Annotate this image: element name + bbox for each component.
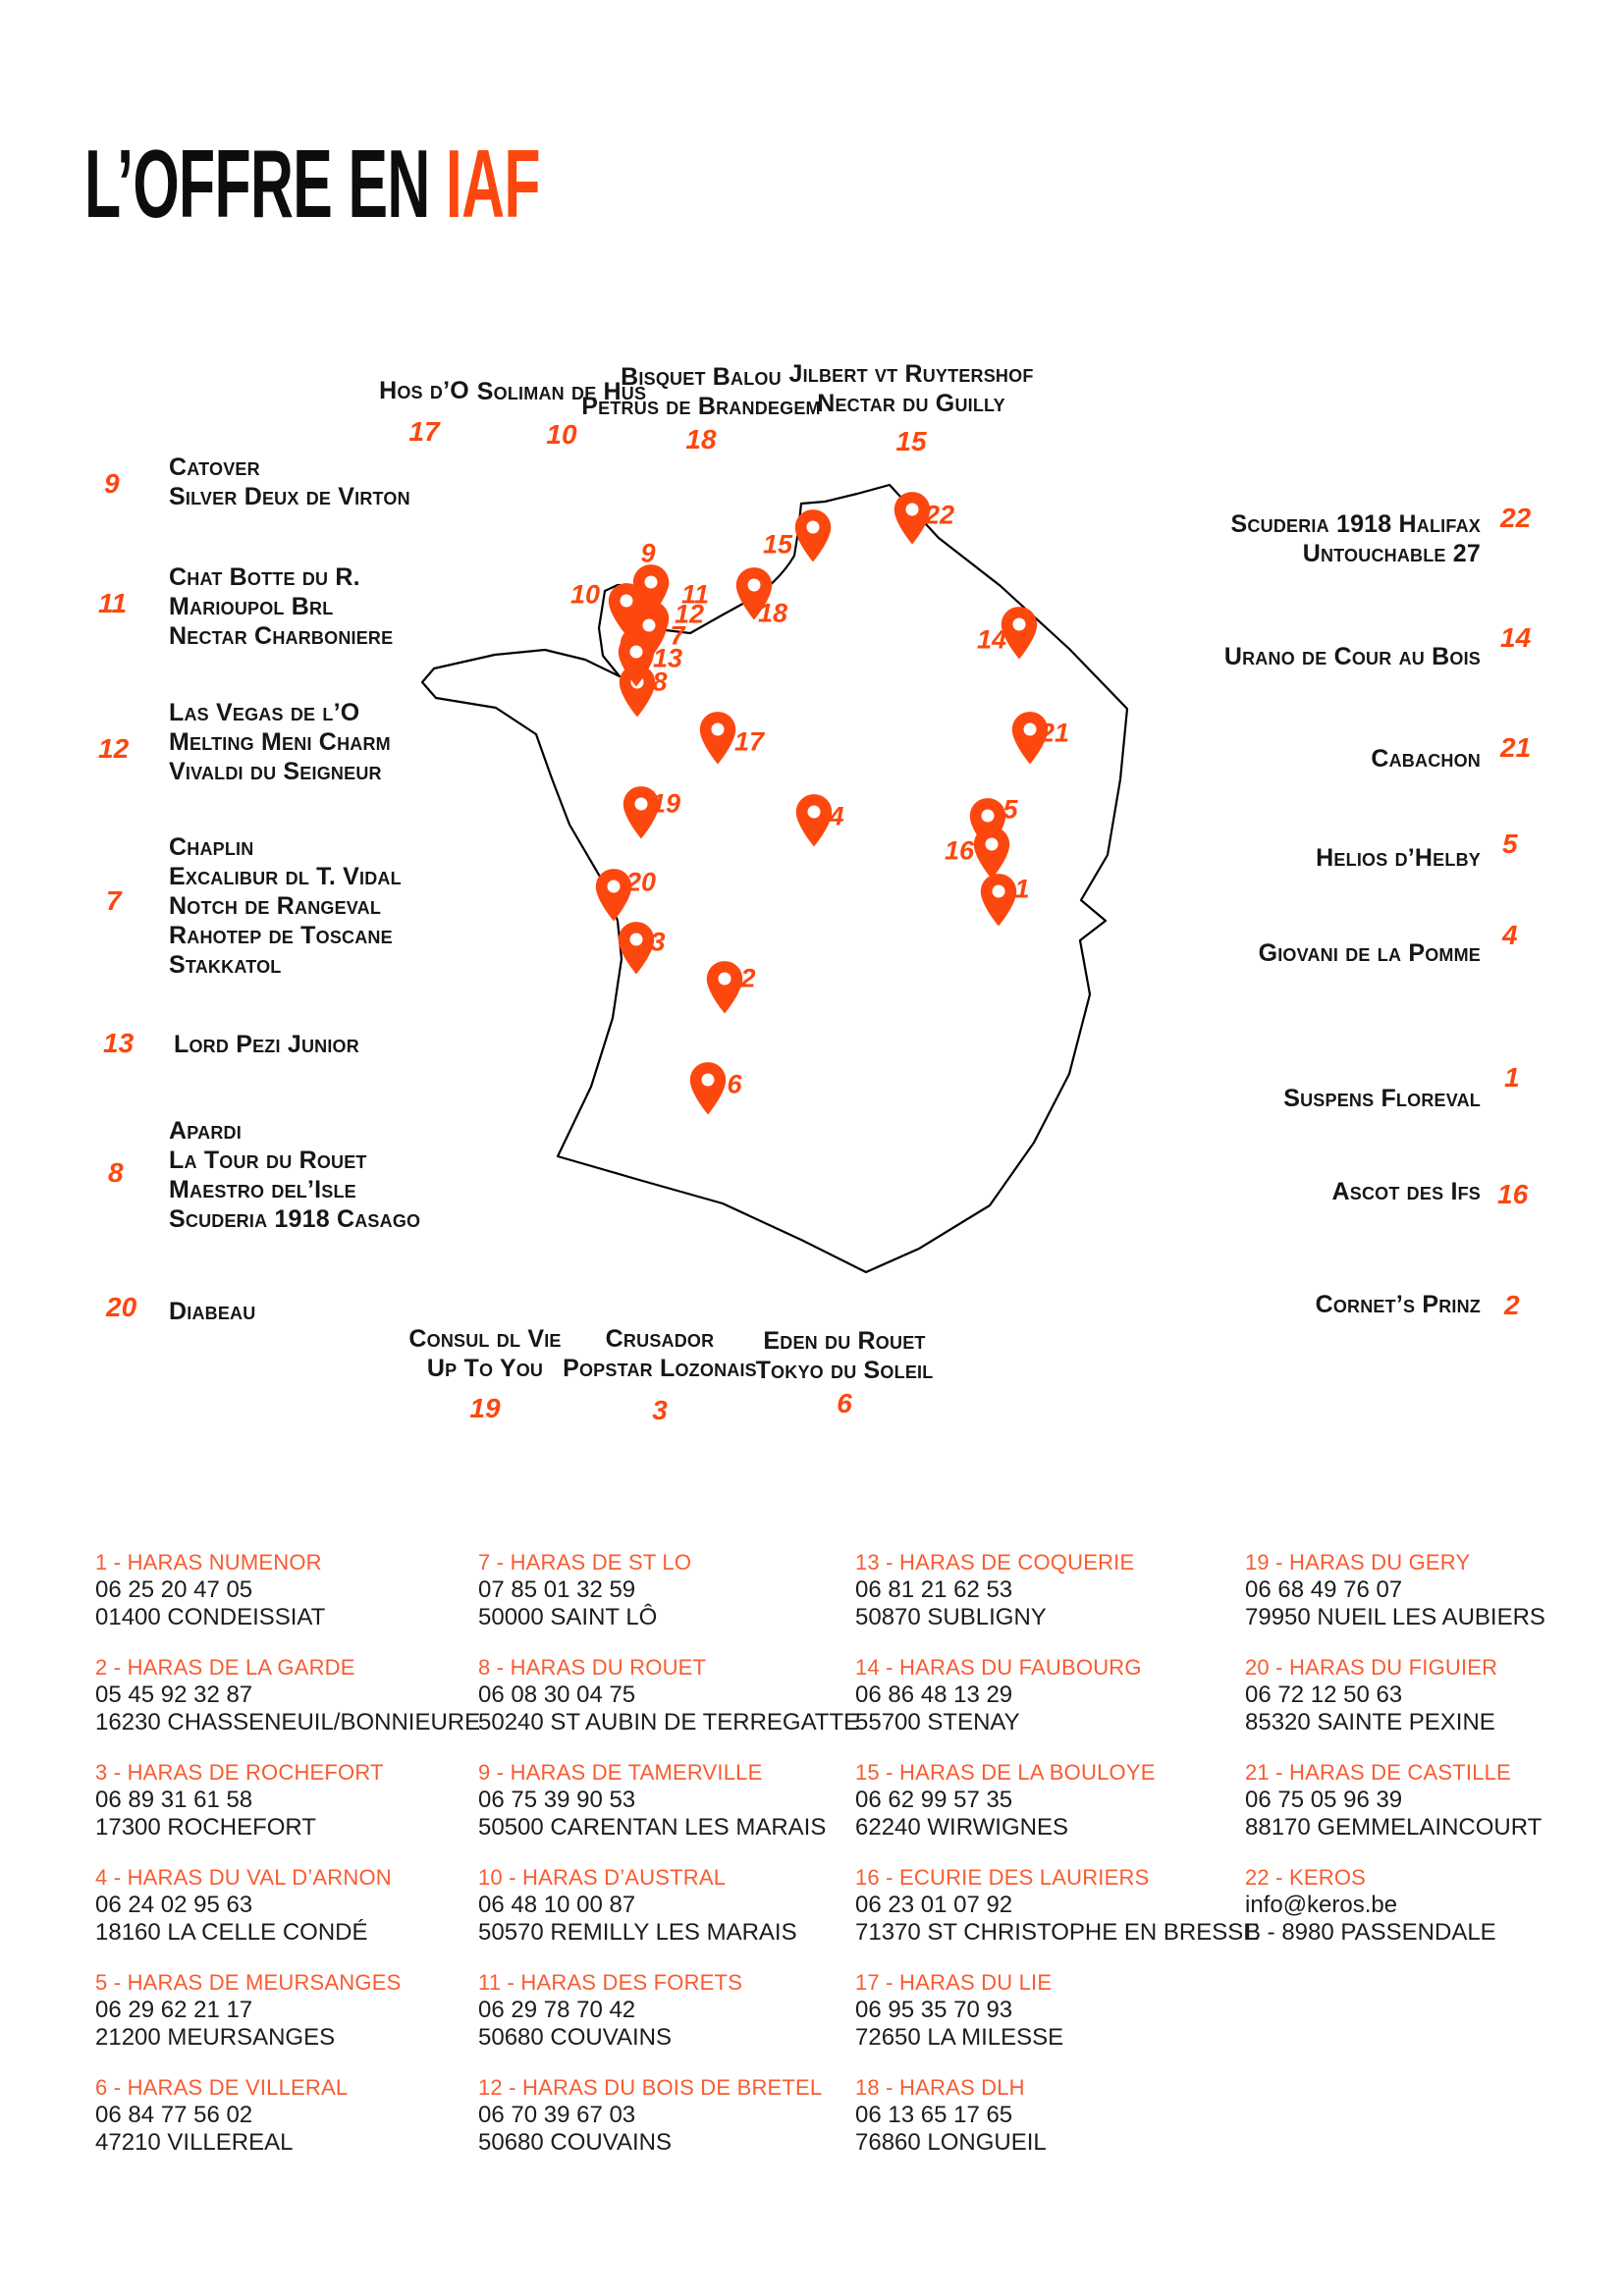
stallion-group-8-number: 8 bbox=[108, 1157, 124, 1188]
directory-entry-title: 18 - HARAS DLH bbox=[855, 2075, 1025, 2100]
stallion-group-7-number: 7 bbox=[106, 885, 122, 916]
map-pin-9-number: 9 bbox=[640, 538, 656, 568]
directory-entry bbox=[1245, 1864, 1496, 1947]
stallion-group-21-names bbox=[1049, 744, 1481, 774]
directory-entry-contact: 06 62 99 57 35 bbox=[855, 1787, 1013, 1813]
directory-entry-contact: 06 24 02 95 63 bbox=[95, 1892, 253, 1918]
directory-entry bbox=[1245, 1759, 1542, 1842]
directory-entry-address: 76860 LONGUEIL bbox=[855, 2129, 1047, 2156]
map-pin-icon bbox=[689, 1062, 727, 1115]
map-pin-icon bbox=[980, 874, 1017, 927]
directory-entry-address: 55700 STENAY bbox=[855, 1709, 1020, 1735]
stallion-name: Silver Deux de Virton bbox=[169, 483, 410, 510]
stallion-group-2-number: 2 bbox=[1504, 1290, 1520, 1320]
directory-entry-title: 3 - HARAS DE ROCHEFORT bbox=[95, 1760, 384, 1785]
stallion-group-4-names bbox=[1049, 938, 1481, 968]
map-pin-6-number: 6 bbox=[727, 1069, 742, 1099]
map-pin-13-number: 13 bbox=[652, 643, 683, 673]
stallion-name: Lord Pezi Junior bbox=[174, 1031, 359, 1058]
directory-entry-address: 21200 MEURSANGES bbox=[95, 2024, 336, 2051]
map-pin-1-number: 1 bbox=[1014, 874, 1030, 904]
directory-entry bbox=[478, 1969, 742, 2052]
directory-entry-title: 1 - HARAS NUMENOR bbox=[95, 1550, 322, 1575]
directory-entry-address: 47210 VILLEREAL bbox=[95, 2129, 294, 2156]
map-pin-20 bbox=[595, 867, 657, 922]
map-pin-16 bbox=[944, 827, 1010, 880]
directory-entry-title: 19 - HARAS DU GERY bbox=[1245, 1550, 1471, 1575]
directory-entry-contact: 06 29 78 70 42 bbox=[478, 1997, 636, 2023]
directory-entry-address: 88170 GEMMELAINCOURT bbox=[1245, 1814, 1543, 1841]
directory-entry-title: 11 - HARAS DES FORETS bbox=[478, 1970, 743, 1995]
directory-entry-address: 18160 LA CELLE CONDÉ bbox=[95, 1919, 368, 1946]
map-pin-16-number: 16 bbox=[944, 835, 975, 866]
directory-entry-title: 20 - HARAS DU FIGUIER bbox=[1245, 1655, 1498, 1680]
stallion-name: Excalibur dl T. Vidal bbox=[169, 863, 402, 890]
stallion-group-20-names bbox=[169, 1297, 601, 1326]
directory-entry-address: 01400 CONDEISSIAT bbox=[95, 1604, 326, 1630]
page-title-prefix: L’OFFRE EN bbox=[84, 130, 446, 238]
stallion-group-21-number: 21 bbox=[1500, 732, 1532, 763]
stallion-group-1-number: 1 bbox=[1504, 1062, 1520, 1093]
stallion-group-11-number: 11 bbox=[98, 588, 128, 618]
directory-entry-address: 71370 ST CHRISTOPHE EN BRESSE bbox=[855, 1919, 1260, 1946]
directory-entry-address: 16230 CHASSENEUIL/BONNIEURE bbox=[95, 1709, 481, 1735]
directory-entry bbox=[95, 2074, 348, 2157]
directory-entry-address: 50240 ST AUBIN DE TERREGATTE bbox=[478, 1709, 860, 1735]
stallion-name: Petrus de Brandegem bbox=[581, 393, 821, 420]
directory-entry-contact: 06 86 48 13 29 bbox=[855, 1682, 1013, 1708]
stallion-name: Popstar Lozonais bbox=[563, 1355, 757, 1382]
stallion-name: Rahotep de Toscane bbox=[169, 922, 393, 949]
directory-entry-title: 16 - ECURIE DES LAURIERS bbox=[855, 1865, 1150, 1890]
stallion-group-9-number: 9 bbox=[104, 468, 120, 499]
map-pin-18-number: 18 bbox=[757, 598, 788, 628]
directory-entry-title: 12 - HARAS DU BOIS DE BRETEL bbox=[478, 2075, 823, 2100]
stallion-group-11-names bbox=[169, 562, 601, 651]
directory-entry-address: 50000 SAINT LÔ bbox=[478, 1604, 658, 1630]
stallion-group-16-names bbox=[1049, 1177, 1481, 1206]
stallion-group-8-names bbox=[169, 1116, 601, 1234]
directory-entry-contact: 05 45 92 32 87 bbox=[95, 1682, 253, 1708]
directory-entry-address: 72650 LA MILESSE bbox=[855, 2024, 1064, 2051]
map-pin-2-number: 2 bbox=[740, 963, 756, 993]
directory-entry-contact: info@keros.be bbox=[1245, 1892, 1398, 1918]
stallion-name: Consul dl Vie bbox=[408, 1325, 562, 1353]
map-pin-icon bbox=[795, 794, 833, 847]
stallion-group-7-names bbox=[169, 832, 601, 980]
directory-entry-contact: 06 68 49 76 07 bbox=[1245, 1576, 1403, 1603]
directory-entry bbox=[478, 1759, 826, 1842]
map-pin-2 bbox=[706, 961, 756, 1014]
stallion-name: Maestro del’Isle bbox=[169, 1176, 356, 1203]
directory-entry bbox=[855, 2074, 1047, 2157]
stallion-group-4-number: 4 bbox=[1502, 920, 1518, 950]
stallion-group-13-names bbox=[174, 1030, 606, 1059]
map-pin-3 bbox=[618, 922, 666, 975]
directory-entry-title: 13 - HARAS DE COQUERIE bbox=[855, 1550, 1135, 1575]
stallion-group-14-names bbox=[1049, 642, 1481, 671]
stallion-name: Catover bbox=[169, 454, 260, 481]
directory-entry bbox=[855, 1759, 1156, 1842]
stallion-name: Vivaldi du Seigneur bbox=[169, 758, 382, 785]
map-pin-15 bbox=[762, 509, 832, 562]
directory-entry-title: 10 - HARAS D’AUSTRAL bbox=[478, 1865, 727, 1890]
directory-entry bbox=[855, 1969, 1063, 2052]
stallion-name: Suspens Floreval bbox=[1283, 1085, 1481, 1112]
stallion-name: Nectar du Guilly bbox=[817, 390, 1005, 417]
directory-entry-title: 15 - HARAS DE LA BOULOYE bbox=[855, 1760, 1156, 1785]
stallion-name: Jilbert vt Ruytershof bbox=[788, 360, 1034, 388]
directory-entry-contact: 07 85 01 32 59 bbox=[478, 1576, 636, 1603]
stallion-name: Diabeau bbox=[169, 1298, 256, 1325]
map-pin-8-number: 8 bbox=[652, 667, 668, 697]
directory-entry-contact: 06 70 39 67 03 bbox=[478, 2102, 636, 2128]
stallion-group-6-number: 6 bbox=[837, 1388, 852, 1418]
stallion-group-16-number: 16 bbox=[1497, 1179, 1529, 1209]
stallion-name: Scuderia 1918 Halifax bbox=[1230, 510, 1481, 538]
stallion-name: Helios d’Helby bbox=[1316, 844, 1481, 872]
directory-entry-address: 50870 SUBLIGNY bbox=[855, 1604, 1047, 1630]
stallion-name: Up To You bbox=[426, 1355, 544, 1382]
page-title-highlight: IAF bbox=[445, 130, 540, 238]
map-pin-19-number: 19 bbox=[650, 788, 681, 819]
stallion-group-18-number: 18 bbox=[685, 424, 717, 454]
map-pin-4 bbox=[795, 794, 844, 847]
map-pin-icon bbox=[618, 634, 655, 687]
directory-entry-contact: 06 13 65 17 65 bbox=[855, 2102, 1013, 2128]
directory-entry-title: 6 - HARAS DE VILLERAL bbox=[95, 2075, 349, 2100]
map-pin-5-number: 5 bbox=[1002, 794, 1018, 825]
map-pin-4-number: 4 bbox=[829, 801, 844, 831]
stallion-name: Hos d’O bbox=[379, 377, 469, 404]
stallion-group-12-number: 12 bbox=[98, 733, 130, 764]
stallion-group-22-names bbox=[1049, 509, 1481, 568]
map-pin-14-number: 14 bbox=[976, 624, 1007, 655]
stallion-group-5-number: 5 bbox=[1502, 828, 1518, 859]
directory-entry-address: 79950 NUEIL LES AUBIERS bbox=[1245, 1604, 1545, 1630]
directory-entry bbox=[855, 1549, 1134, 1631]
directory-entry-title: 22 - KEROS bbox=[1245, 1865, 1367, 1890]
directory-entry bbox=[478, 2074, 822, 2157]
map-pin-icon bbox=[618, 922, 655, 975]
stallion-name: Notch de Rangeval bbox=[169, 892, 382, 920]
stallion-name: Stakkatol bbox=[169, 951, 282, 979]
directory-entry-title: 8 - HARAS DU ROUET bbox=[478, 1655, 707, 1680]
directory-entry-title: 5 - HARAS DE MEURSANGES bbox=[95, 1970, 402, 1995]
directory-entry-address: 50680 COUVAINS bbox=[478, 2024, 672, 2051]
stallion-name: Marioupol Brl bbox=[169, 593, 334, 620]
stallion-name: Crusador bbox=[605, 1325, 715, 1353]
stallion-group-22-number: 22 bbox=[1500, 503, 1532, 533]
map-pin-18 bbox=[735, 567, 788, 628]
directory-entry bbox=[478, 1549, 691, 1631]
directory-entry-title: 7 - HARAS DE ST LO bbox=[478, 1550, 692, 1575]
directory-entry-contact: 06 95 35 70 93 bbox=[855, 1997, 1013, 2023]
map-pin-21-number: 21 bbox=[1039, 718, 1070, 748]
directory-entry-contact: 06 25 20 47 05 bbox=[95, 1576, 253, 1603]
stallion-group-14-number: 14 bbox=[1500, 622, 1532, 653]
directory-entry bbox=[1245, 1549, 1545, 1631]
directory-entry-title: 9 - HARAS DE TAMERVILLE bbox=[478, 1760, 763, 1785]
stallion-name: Scuderia 1918 Casago bbox=[169, 1205, 421, 1233]
directory-entry-contact: 06 72 12 50 63 bbox=[1245, 1682, 1403, 1708]
map-pin-1 bbox=[980, 874, 1030, 927]
directory-entry-address: 50500 CARENTAN LES MARAIS bbox=[478, 1814, 827, 1841]
map-pin-7-number: 7 bbox=[670, 620, 685, 651]
directory-entry bbox=[95, 1654, 480, 1736]
map-pin-22 bbox=[893, 492, 955, 545]
map-pin-21 bbox=[1011, 712, 1070, 765]
directory-entry bbox=[95, 1969, 401, 2052]
map-pin-6 bbox=[689, 1062, 742, 1115]
map-pin-17-number: 17 bbox=[733, 726, 765, 757]
stallion-name: Untouchable 27 bbox=[1302, 540, 1481, 567]
stallion-group-10-number: 10 bbox=[546, 419, 577, 450]
stallion-name: Apardi bbox=[169, 1117, 242, 1145]
directory-entry-contact: 06 75 05 96 39 bbox=[1245, 1787, 1403, 1813]
directory-entry-address: 62240 WIRWIGNES bbox=[855, 1814, 1068, 1841]
stallion-name: Tokyo du Soleil bbox=[755, 1357, 934, 1384]
map-pin-12-number: 12 bbox=[674, 599, 705, 629]
stallion-group-5-names bbox=[1049, 843, 1481, 873]
stallion-group-12-names bbox=[169, 698, 601, 786]
stallion-name: Nectar Charboniere bbox=[169, 622, 394, 650]
stallion-group-1-names bbox=[1049, 1084, 1481, 1113]
stallion-name: Chaplin bbox=[169, 833, 254, 861]
stallion-name: Eden du Rouet bbox=[763, 1327, 926, 1355]
directory-entry-contact: 06 48 10 00 87 bbox=[478, 1892, 636, 1918]
directory-entry bbox=[855, 1864, 1259, 1947]
directory-entry-contact: 06 29 62 21 17 bbox=[95, 1997, 253, 2023]
stallion-group-9-names bbox=[169, 453, 601, 511]
map-pin-19 bbox=[623, 786, 681, 839]
stallion-name: Bisquet Balou bbox=[621, 363, 782, 391]
stallion-name: Las Vegas de l’O bbox=[169, 699, 360, 726]
directory-entry bbox=[95, 1864, 392, 1947]
stallion-name: Melting Meni Charm bbox=[169, 728, 391, 756]
map-pin-icon bbox=[699, 712, 736, 765]
directory-entry-address: 85320 SAINTE PEXINE bbox=[1245, 1709, 1495, 1735]
map-pin-13 bbox=[618, 634, 683, 687]
directory-entry-title: 4 - HARAS DU VAL D’ARNON bbox=[95, 1865, 392, 1890]
directory-entry-title: 14 - HARAS DU FAUBOURG bbox=[855, 1655, 1142, 1680]
stallion-name: Ascot des Ifs bbox=[1331, 1178, 1481, 1205]
directory-entry bbox=[855, 1654, 1142, 1736]
stallion-group-20-number: 20 bbox=[106, 1292, 137, 1322]
map-pin-22-number: 22 bbox=[924, 500, 955, 530]
directory-entry-address: B - 8980 PASSENDALE bbox=[1245, 1919, 1496, 1946]
stallion-group-17-number: 17 bbox=[408, 416, 440, 447]
stallion-name: Chat Botte du R. bbox=[169, 563, 360, 591]
stallion-group-13-number: 13 bbox=[103, 1028, 135, 1058]
map-pin-icon bbox=[973, 827, 1010, 880]
map-pin-20-number: 20 bbox=[625, 867, 657, 897]
directory-entry-title: 21 - HARAS DE CASTILLE bbox=[1245, 1760, 1511, 1785]
stallion-name: Urano de Cour au Bois bbox=[1223, 643, 1481, 670]
directory-entry bbox=[1245, 1654, 1497, 1736]
map-pin-15-number: 15 bbox=[762, 529, 793, 560]
directory-entry-title: 2 - HARAS DE LA GARDE bbox=[95, 1655, 355, 1680]
directory-entry-address: 17300 ROCHEFORT bbox=[95, 1814, 316, 1841]
directory-entry-address: 50680 COUVAINS bbox=[478, 2129, 672, 2156]
stallion-name: Cornet’s Prinz bbox=[1315, 1291, 1481, 1318]
directory-entry bbox=[478, 1654, 859, 1736]
directory-entry-contact: 06 81 21 62 53 bbox=[855, 1576, 1013, 1603]
map-pin-14 bbox=[976, 607, 1038, 660]
directory-entry-contact: 06 75 39 90 53 bbox=[478, 1787, 636, 1813]
map-pin-icon bbox=[794, 509, 832, 562]
stallion-name: La Tour du Rouet bbox=[169, 1147, 367, 1174]
stallion-name: Cabachon bbox=[1371, 745, 1481, 773]
directory-entry-address: 50570 REMILLY LES MARAIS bbox=[478, 1919, 797, 1946]
directory-entry-contact: 06 23 01 07 92 bbox=[855, 1892, 1013, 1918]
directory-entry bbox=[478, 1864, 797, 1947]
stallion-group-2-names bbox=[1049, 1290, 1481, 1319]
map-pin-11-number: 11 bbox=[680, 579, 710, 610]
map-pin-10-number: 10 bbox=[569, 579, 601, 610]
directory-entry-contact: 06 84 77 56 02 bbox=[95, 2102, 253, 2128]
stallion-name: Giovani de la Pomme bbox=[1258, 939, 1481, 967]
stallion-group-3-number: 3 bbox=[652, 1395, 668, 1425]
stallion-group-15-names bbox=[695, 359, 1127, 418]
directory-entry bbox=[95, 1759, 384, 1842]
stallion-group-15-number: 15 bbox=[895, 426, 927, 456]
map-pin-icon bbox=[706, 961, 743, 1014]
map-pin-3-number: 3 bbox=[650, 927, 666, 957]
stallion-group-19-number: 19 bbox=[469, 1393, 501, 1423]
directory-entry-contact: 06 08 30 04 75 bbox=[478, 1682, 636, 1708]
directory-entry bbox=[95, 1549, 325, 1631]
stallion-name: Soliman de Hus bbox=[476, 378, 647, 405]
directory-entry-contact: 06 89 31 61 58 bbox=[95, 1787, 253, 1813]
stallion-group-6-names bbox=[628, 1326, 1060, 1385]
directory-entry-title: 17 - HARAS DU LIE bbox=[855, 1970, 1053, 1995]
map-pin-17 bbox=[699, 712, 765, 765]
